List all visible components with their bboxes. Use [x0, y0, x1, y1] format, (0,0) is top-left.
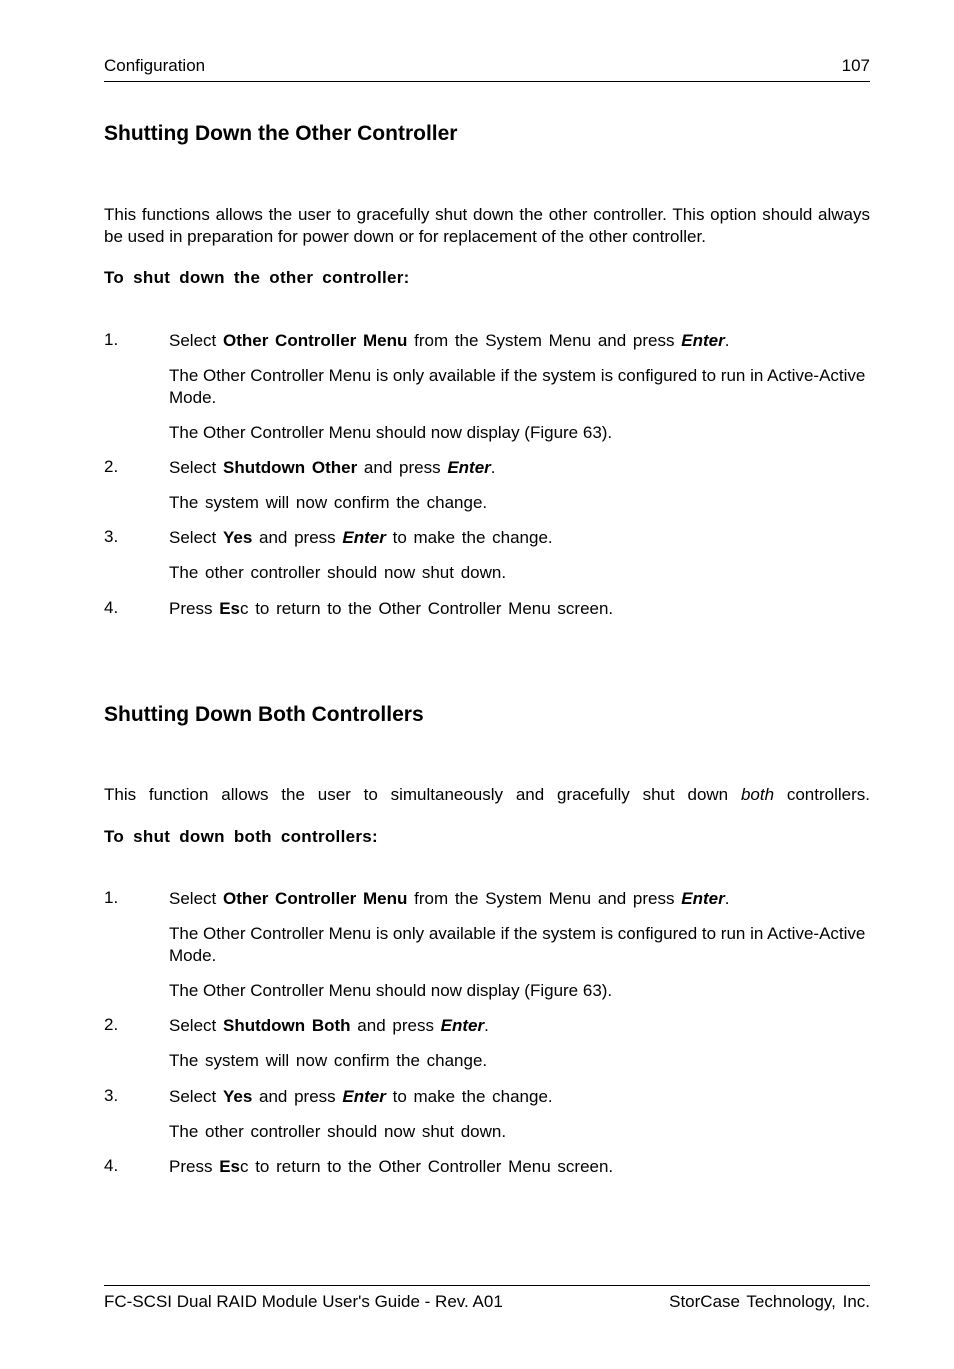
- step-number: 4.: [104, 598, 119, 617]
- step-number: 1.: [104, 330, 119, 349]
- step-text: Select Shutdown Both and press Enter.: [169, 1016, 489, 1035]
- step-number: 2.: [104, 457, 119, 476]
- footer-rule: [104, 1285, 870, 1286]
- step-number: 3.: [104, 527, 119, 546]
- step-note-shutdown: The other controller should now shut down.: [169, 563, 507, 582]
- step-note-confirm: The system will now confirm the change.: [169, 493, 488, 512]
- step-text: Select Other Controller Menu from the System Menu and press Enter.: [169, 889, 730, 908]
- step-number: 1.: [104, 888, 119, 907]
- procedure-title-both-controllers: To shut down both controllers:: [104, 827, 378, 846]
- step-note-display: The Other Controller Menu should now display (Figure 63).: [169, 423, 613, 442]
- step-text: Select Shutdown Other and press Enter.: [169, 458, 496, 477]
- header-rule: [104, 81, 870, 82]
- step-note-availability: The Other Controller Menu is only available if the system is configured to run in Active-Active Mode.: [169, 366, 866, 407]
- step-note-availability: The Other Controller Menu is only available if the system is configured to run in Active-Active Mode.: [169, 924, 866, 965]
- step-text: Select Other Controller Menu from the System Menu and press Enter.: [169, 331, 730, 350]
- procedure-title-other-controller: To shut down the other controller:: [104, 268, 410, 287]
- step-note-confirm: The system will now confirm the change.: [169, 1051, 488, 1070]
- section-title-both-controllers: Shutting Down Both Controllers: [104, 703, 424, 726]
- running-header-section: Configuration: [104, 56, 206, 75]
- step-text: Press Esc to return to the Other Controller Menu screen.: [169, 599, 614, 618]
- step-number: 2.: [104, 1015, 119, 1034]
- page-number: 107: [841, 56, 870, 75]
- step-number: 4.: [104, 1156, 119, 1175]
- step-number: 3.: [104, 1086, 119, 1105]
- section-title-other-controller: Shutting Down the Other Controller: [104, 122, 458, 145]
- step-text: Select Yes and press Enter to make the change.: [169, 1087, 553, 1106]
- step-note-display: The Other Controller Menu should now display (Figure 63).: [169, 981, 613, 1000]
- footer-company: StorCase Technology, Inc.: [669, 1292, 870, 1311]
- step-note-shutdown: The other controller should now shut down.: [169, 1122, 507, 1141]
- section-intro-both-controllers: This function allows the user to simultaneously and gracefully shut down both controllers.: [104, 785, 870, 804]
- step-text: Press Esc to return to the Other Controller Menu screen.: [169, 1157, 614, 1176]
- section-intro-other-controller: This functions allows the user to gracefully shut down the other controller. This option should always be used in preparation for power down or for replacement of the other controller.: [104, 205, 870, 246]
- footer-document-title: FC-SCSI Dual RAID Module User's Guide - Rev. A01: [104, 1292, 503, 1311]
- step-text: Select Yes and press Enter to make the change.: [169, 528, 553, 547]
